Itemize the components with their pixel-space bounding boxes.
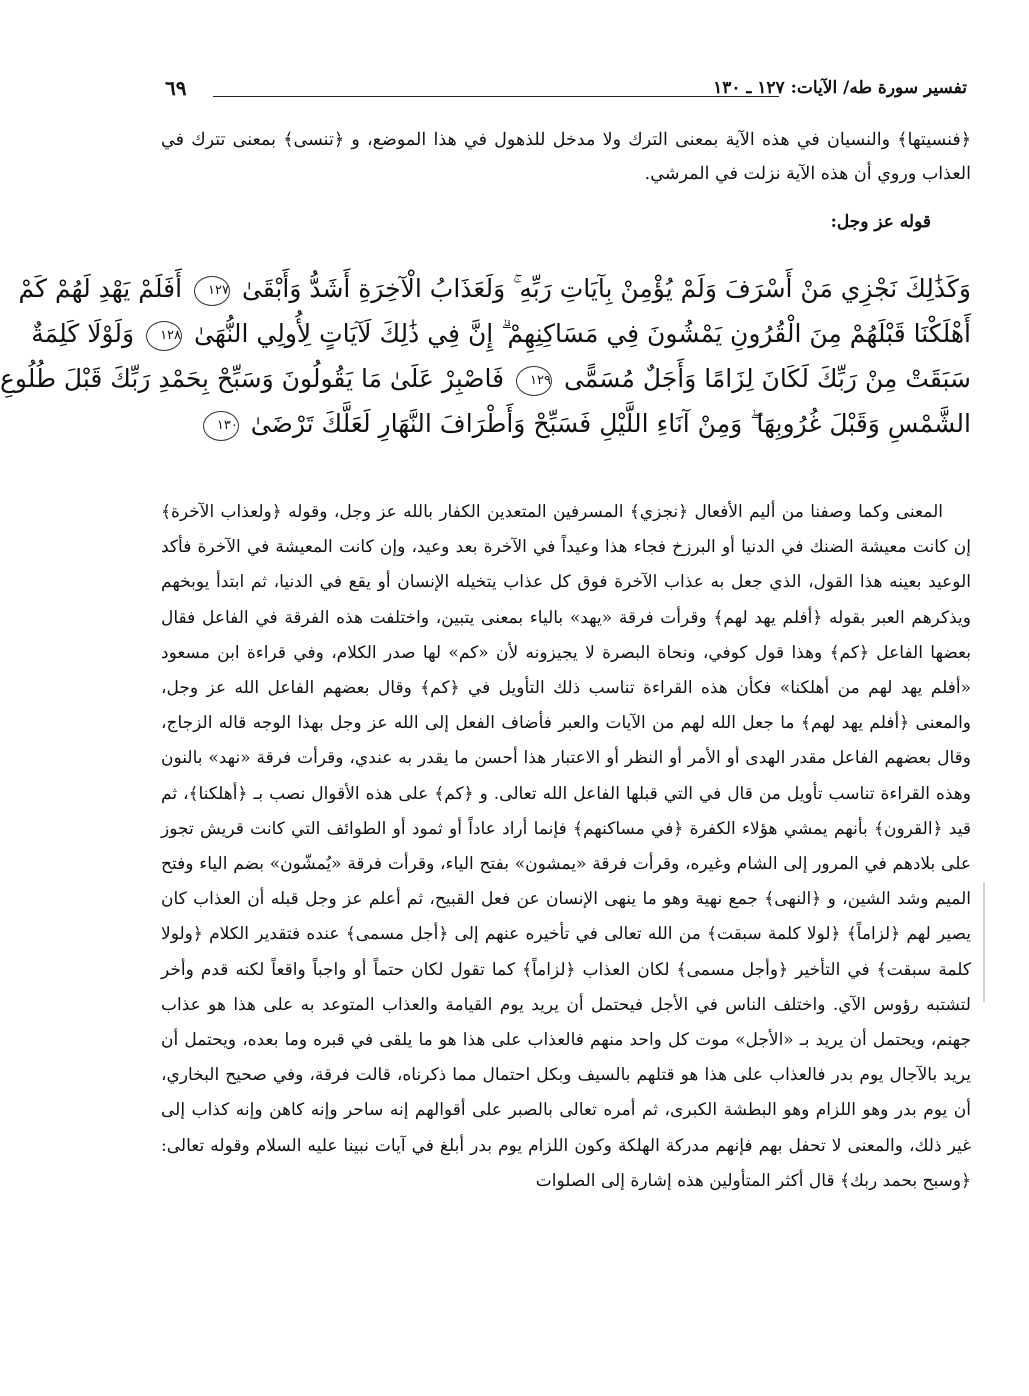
verse-text: أَفَلَمْ يَهْدِ لَهُمْ كَمْ [18,274,183,303]
page-number: ٦٩ [165,76,187,100]
ayah-number-marker: ١٣٠ [203,411,239,441]
commentary-body [161,495,971,1199]
verse-line [0,356,971,401]
ayah-number-marker: ١٢٩ [516,366,552,396]
verse-line [18,266,971,311]
running-title: تفسير سورة طه/ الآيات: ١٢٧ ـ ١٣٠ [713,78,967,98]
quran-verses [0,266,971,486]
ayah-number-marker: ١٢٧ [194,276,230,306]
verse-text: وَكَذَٰلِكَ نَجْزِي مَنْ أَسْرَفَ وَلَمْ يُؤْمِنْ بِآيَاتِ رَبِّهِ ۚ وَلَعَذَابُ الْآخِرَةِ أَشَدُّ وَأَبْقَىٰ [241,274,971,303]
page-header [165,76,967,106]
ayah-number-marker: ١٢٨ [146,321,182,351]
commentary-paragraph: المعنى وكما وصفنا من أليم الأفعال ﴿نجزي﴾ المسرفين المتعدين الكفار بالله عز وجل، وقوله ﴿ولعذاب الآخرة﴾ إن كانت معيشة الضنك في الدنيا أو البرزخ فجاء هذا وعيداً في الآخرة بعد وعيد، وإن كانت المعيشة في الآخرة فأكد الوعيد بعينه هذا القول، الذي جعل به عذاب الآخرة فوق كل عذاب يتخيله الإنسان أو يقع في الدنيا، ثم ابتدأ يوبخهم ويذكرهم العبر بقوله ﴿أفلم يهد لهم﴾ وقرأت فرقة «يهد» بالياء بمعنى يتبين، واختلفت هذه الفرقة في الفاعل فقال بعضها الفاعل ﴿كم﴾ وهذا قول كوفي، ونحاة البصرة لا يجيزونه لأن «كم» لها صدر الكلام، وفي قراءة ابن مسعود «أفلم يهد لهم من أهلكنا» فكأن هذه القراءة تناسب ذلك التأويل في ﴿كم﴾ وقال بعضهم الفاعل الله عز وجل، والمعنى ﴿أفلم يهد لهم﴾ ما جعل الله لهم من الآيات والعبر فأضاف الفعل إلى الله عز وجل بهذا الوجه قاله الزجاج، وقال بعضهم الفاعل مقدر الهدى أو الأمر أو النظر أو الاعتبار هذا أحسن ما يقدر به عندي، وقرأت فرقة «نهد» بالنون وهذه القراءة تناسب تأويل من قال في التي قبلها الفاعل الله تعالى. و ﴿كم﴾ على هذه الأقوال نصب بـ ﴿أهلكنا﴾، ثم قيد ﴿القرون﴾ بأنهم يمشي هؤلاء الكفرة ﴿في مساكنهم﴾ فإنما أراد عاداً أو ثمود أو الطوائف التي كانت قريش تجوز على بلادهم في المرور إلى الشام وغيره، وقرأت فرقة «يمشون» بفتح الياء، وقرأت فرقة «يُمشّون» بضم الياء وفتح الميم وشد الشين، و ﴿النهى﴾ جمع نهية وهو ما ينهى الإنسان عن فعل القبيح، ثم أعلم عز وجل قبله أن العذاب كان يصير لهم ﴿لزاماً﴾ ﴿لولا كلمة سبقت﴾ من الله تعالى في تأخيره عنهم إلى ﴿أجل مسمى﴾ عنده فتقدير الكلام ﴿ولولا كلمة سبقت﴾ في التأخير ﴿وأجل مسمى﴾ لكان العذاب ﴿لزاماً﴾ كما تقول لكان حتماً أو واجباً واقعاً لكنه قدم وأخر لتشتبه رؤوس الآي. واختلف الناس في الأجل فيحتمل أن يريد يوم القيامة والعذاب المتوعد به على هذا هو عذاب جهنم، ويحتمل أن يريد بـ «الأجل» موت كل واحد منهم فالعذاب على هذا هو ما يلقى في قبره وما بعده، ويحتمل أن يريد بالآجال يوم بدر فالعذاب على هذا هو قتلهم بالسيف وبكل احتمال مما ذكرناه، قالت فرقة، وفي صحيح البخاري، أن يوم بدر وهو اللزام وهو البطشة الكبرى، ثم أمره تعالى بالصبر على أقوالهم إنه ساحر وإنه كاهن وإنه كذاب إلى غير ذلك، والمعنى لا تحفل بهم فإنهم مدركة الهلكة وكون اللزام يوم بدر أبلغ في آيات نبينا عليه السلام وقوله تعالى: ﴿وسبح بحمد ربك﴾ قال أكثر المتأولين هذه إشارة إلى الصلوات [161,502,971,1191]
verse-text: سَبَقَتْ مِنْ رَبِّكَ لَكَانَ لِزَامًا وَأَجَلٌ مُسَمًّى [563,364,971,393]
verse-line [157,401,971,446]
verse-text: وَلَوْلَا كَلِمَةٌ [31,319,135,348]
verse-intro: قوله عز وجل: [830,212,931,232]
verse-text: فَاصْبِرْ عَلَىٰ مَا يَقُولُونَ وَسَبِّحْ بِحَمْدِ رَبِّكَ قَبْلَ طُلُوعِ [0,364,505,393]
continued-paragraph: ﴿فنسيتها﴾ والنسيان في هذه الآية بمعنى الترك ولا مدخل للذهول في هذا الموضع، و ﴿تنسى﴾ بمعنى تترك في العذاب وروي أن هذه الآية نزلت في المرشي. [161,130,971,184]
margin-mark [983,882,985,1002]
verse-text: الشَّمْسِ وَقَبْلَ غُرُوبِهَا ۖ وَمِنْ آنَاءِ اللَّيْلِ فَسَبِّحْ وَأَطْرَافَ النَّهَارِ لَعَلَّكَ تَرْضَىٰ [250,409,971,438]
header-rule [213,96,779,97]
verse-text: أَهْلَكْنَا قَبْلَهُمْ مِنَ الْقُرُونِ يَمْشُونَ فِي مَسَاكِنِهِمْ ۗ إِنَّ فِي ذَٰلِكَ لَآيَاتٍ لِأُولِي النُّهَىٰ [193,319,971,348]
verse-line [31,311,971,356]
